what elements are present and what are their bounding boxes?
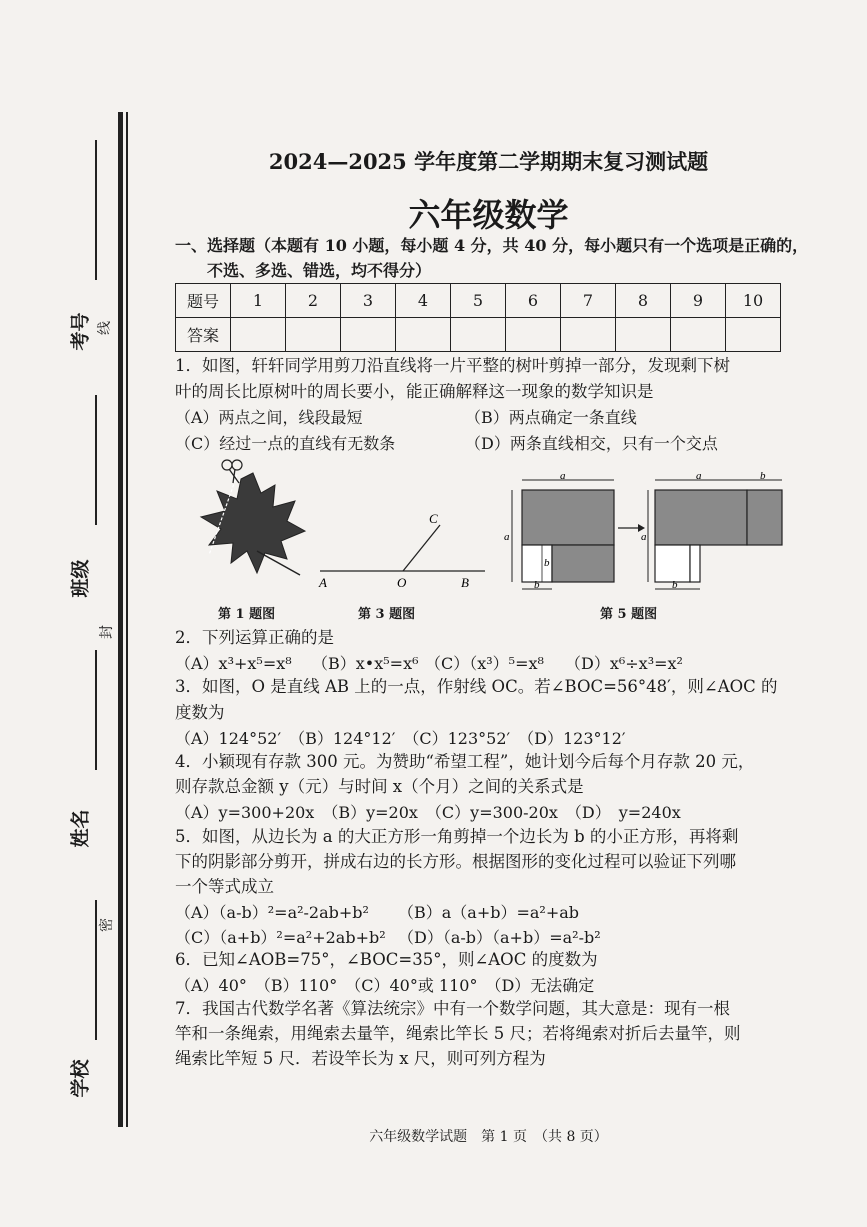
exam-no-label: 考号 (69, 312, 92, 351)
leaf-figure (195, 455, 310, 595)
fig5-caption: 第 5 题图 (600, 607, 658, 622)
section1-heading-2: 不选、多选、错选，均不得分） (207, 261, 432, 280)
q4-options: （A）y=300+20x （B）y=20x （C）y=300-20x （D） y=240x (175, 803, 681, 822)
point-o-label: O (397, 575, 407, 590)
q3-text-2: 度数为 (175, 703, 225, 722)
subject-title: 六年级数学 (408, 196, 569, 234)
fig1-caption: 第 1 题图 (218, 607, 276, 622)
table-num-1: 1 (231, 284, 286, 318)
label-b-bottom: b (534, 579, 540, 591)
q5-option-b: （B）a（a+b）=a²+ab (398, 903, 580, 922)
rect-right (747, 490, 782, 545)
name-line (95, 650, 97, 770)
answer-cell[interactable] (561, 318, 616, 352)
q2-option-c: （C）（x³）⁵=x⁸ (425, 654, 544, 673)
q2-option-b: （B）x•x⁵=x⁶ (312, 654, 419, 673)
q2-text: 2．下列运算正确的是 (175, 628, 334, 647)
answer-cell[interactable] (726, 318, 781, 352)
table-num-5: 5 (451, 284, 506, 318)
class-label: 班级 (69, 559, 92, 598)
rect-bottom-mid (690, 545, 700, 582)
answer-cell[interactable] (341, 318, 396, 352)
q4-text-1: 4．小颖现有存款 300 元。为赞助“希望工程”，她计划今后每个月存款 20 元， (175, 752, 755, 771)
label-b-bottom-2: b (672, 579, 678, 591)
point-a-label: A (319, 575, 327, 590)
big-square-bottom-right (552, 545, 614, 582)
answer-cell[interactable] (616, 318, 671, 352)
table-num-3: 3 (341, 284, 396, 318)
rect-bottom-left (655, 545, 690, 582)
binding-border-thick (118, 112, 123, 1127)
label-a-top: a (560, 470, 566, 482)
q7-text-2: 竿和一条绳索，用绳索去量竿，绳索比竿长 5 尺；若将绳索对折后去量竿，则 (175, 1024, 741, 1043)
q5-text-3: 一个等式成立 (175, 877, 274, 896)
q5-option-d: （D）（a-b）（a+b）=a²-b² (398, 928, 601, 947)
rect-top (655, 490, 747, 545)
scissors-icon (222, 460, 242, 483)
q3-options: （A）124°52′ （B）124°12′ （C）123°52′ （D）123°12′ (175, 729, 626, 748)
ray-oc (403, 525, 440, 571)
seal-label: 封 (99, 625, 115, 639)
q1-option-c: （C）经过一点的直线有无数条 (175, 434, 396, 453)
angle-figure (315, 505, 490, 590)
q7-text-1: 7．我国古代数学名著《算法统宗》中有一个数学问题，其大意是：现有一根 (175, 999, 730, 1018)
q1-option-b: （B）两点确定一条直线 (465, 408, 637, 427)
exam-title: 2024—2025 学年度第二学期期末复习测试题 (268, 149, 709, 174)
label-a-left: a (504, 531, 510, 543)
label-b-top-2: b (760, 470, 766, 482)
table-num-7: 7 (561, 284, 616, 318)
q1-text-1: 1．如图，轩轩同学用剪刀沿直线将一片平整的树叶剪掉一部分，发现剩下树 (175, 356, 730, 375)
label-a-top-2: a (696, 470, 702, 482)
answer-table (175, 283, 781, 352)
q3-text-1: 3．如图，O 是直线 AB 上的一点，作射线 OC。若∠BOC=56°48′，则∠AOC 的 (175, 677, 778, 696)
answer-cell[interactable] (231, 318, 286, 352)
leaf-shape (201, 473, 305, 573)
q2-option-a: （A）x³+x⁵=x⁸ (175, 654, 292, 673)
q5-text-2: 下的阴影部分剪开，拼成右边的长方形。根据图形的变化过程可以验证下列哪 (175, 852, 736, 871)
name-label: 姓名 (69, 809, 92, 848)
section1-heading: 一、选择题（本题有 10 小题，每小题 4 分，共 40 分，每小题只有一个选项是正确的， (175, 236, 809, 255)
answer-cell[interactable] (396, 318, 451, 352)
table-num-9: 9 (671, 284, 726, 318)
table-num-6: 6 (506, 284, 561, 318)
q6-text: 6．已知∠AOB=75°，∠BOC=35°，则∠AOC 的度数为 (175, 950, 598, 969)
label-b-side: b (544, 557, 550, 569)
table-header-label: 题号 (176, 284, 231, 318)
answer-cell[interactable] (506, 318, 561, 352)
table-num-8: 8 (616, 284, 671, 318)
square-figure (500, 468, 790, 598)
fig3-caption: 第 3 题图 (358, 607, 416, 622)
q5-text-1: 5．如图，从边长为 a 的大正方形一角剪掉一个边长为 b 的小正方形，再将剩 (175, 827, 739, 846)
line-label: 线 (97, 321, 113, 335)
q2-option-d: （D）x⁶÷x³=x² (565, 654, 683, 673)
q6-options: （A）40° （B）110° （C）40°或 110° （D）无法确定 (175, 976, 595, 995)
q4-text-2: 则存款总金额 y（元）与时间 x（个月）之间的关系式是 (175, 777, 584, 796)
point-c-label: C (429, 511, 438, 526)
class-line (95, 395, 97, 525)
answer-cell[interactable] (286, 318, 341, 352)
secret-label: 密 (99, 918, 115, 932)
table-answer-label: 答案 (176, 318, 231, 352)
answer-cell[interactable] (671, 318, 726, 352)
q1-text-2: 叶的周长比原树叶的周长要小，能正确解释这一现象的数学知识是 (175, 382, 654, 401)
point-b-label: B (461, 575, 469, 590)
answer-cell[interactable] (451, 318, 506, 352)
q5-option-c: （C）（a+b）²=a²+2ab+b² (175, 928, 386, 947)
table-num-2: 2 (286, 284, 341, 318)
table-num-4: 4 (396, 284, 451, 318)
q7-text-3: 绳索比竿短 5 尺．若设竿长为 x 尺，则可列方程为 (175, 1049, 546, 1068)
table-num-10: 10 (726, 284, 781, 318)
q1-option-d: （D）两条直线相交，只有一个交点 (465, 434, 718, 453)
binding-border-thin (126, 112, 128, 1127)
page-footer: 六年级数学试题 第 1 页 （共 8 页） (369, 1129, 608, 1145)
q1-option-a: （A）两点之间，线段最短 (175, 408, 363, 427)
q5-option-a: （A）（a-b）²=a²-2ab+b² (175, 903, 369, 922)
school-label: 学校 (69, 1059, 92, 1098)
big-square-top (522, 490, 614, 545)
label-a-left-2: a (641, 531, 647, 543)
